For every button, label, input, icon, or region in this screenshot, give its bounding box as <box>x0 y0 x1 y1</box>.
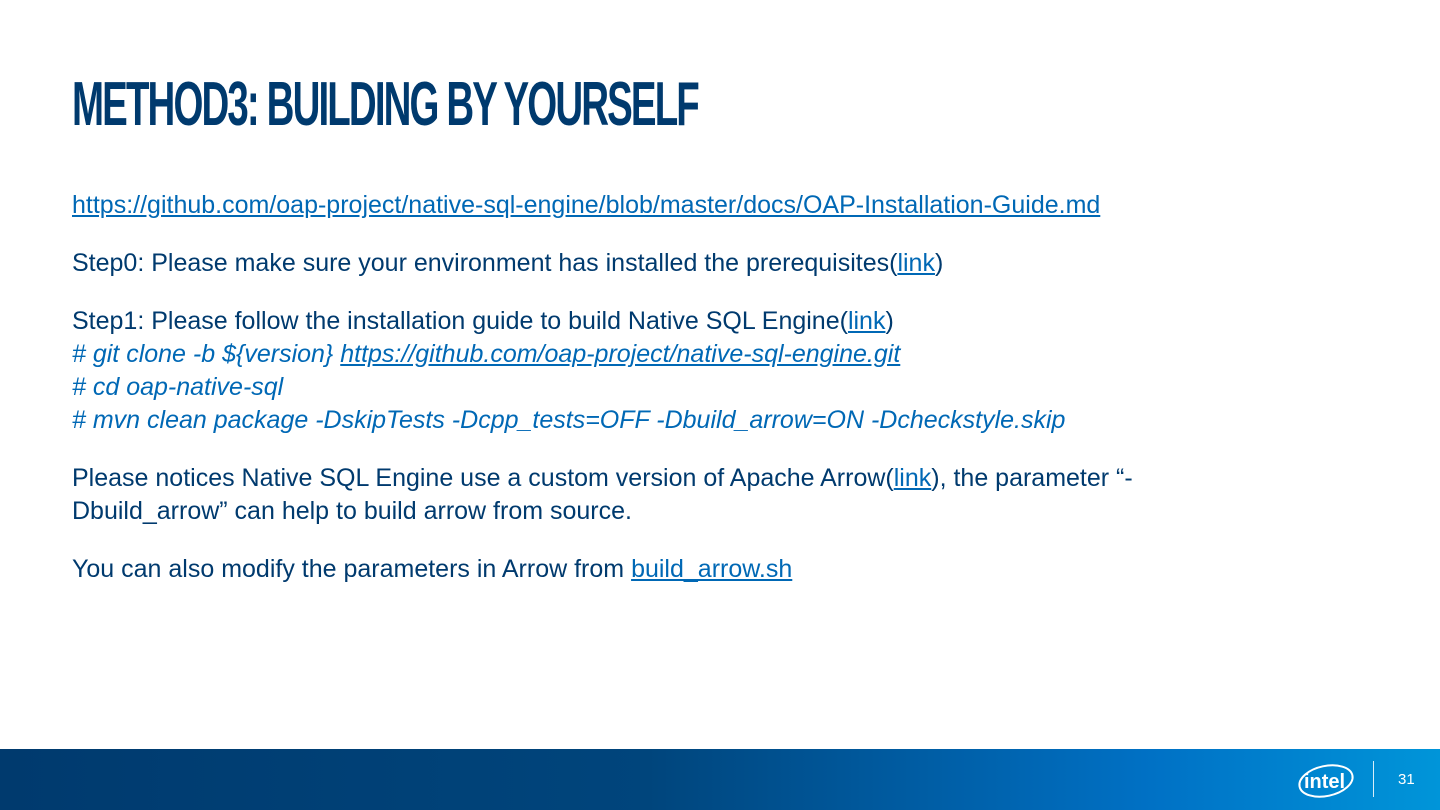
step0-line <box>72 247 1372 280</box>
step1-line <box>72 305 1372 338</box>
notice-line <box>72 462 1372 528</box>
command-mvn: # mvn clean package -DskipTests -Dcpp_tests=OFF -Dbuild_arrow=ON -Dcheckstyle.skip <box>72 406 1066 434</box>
step1-text: Step1: Please follow the installation guide to build Native SQL Engine( <box>72 307 848 335</box>
notice-text-2: ), the parameter “- <box>931 464 1133 492</box>
modify-text: You can also modify the parameters in Arrow from <box>72 555 632 583</box>
page-number: 31 <box>1398 771 1415 788</box>
footer-bar <box>0 749 1440 810</box>
step0-tail: ) <box>934 249 944 277</box>
intel-logo-icon <box>1296 760 1358 800</box>
modify-line <box>72 553 1372 586</box>
installation-guide-link[interactable]: https://github.com/oap-project/native-sql-engine/blob/master/docs/OAP-Installation-Guide.md <box>72 191 1101 219</box>
slide-title: METHOD3: BUILDING BY YOURSELF <box>72 70 698 139</box>
arrow-link[interactable]: link <box>893 464 932 492</box>
command-cd: # cd oap-native-sql <box>72 373 284 401</box>
prerequisites-link[interactable]: link <box>897 249 935 277</box>
guide-link-line <box>72 189 1372 222</box>
slide-content <box>72 189 1372 586</box>
step1-tail: ) <box>885 307 894 335</box>
command-git-clone <box>72 338 1372 371</box>
step0-text: Step0: Please make sure your environment has installed the prerequisites( <box>72 249 898 277</box>
repo-link[interactable]: https://github.com/oap-project/native-sql-engine.git <box>340 340 901 368</box>
build-arrow-script-link[interactable]: build_arrow.sh <box>631 555 793 583</box>
notice-text-1: Please notices Native SQL Engine use a custom version of Apache Arrow( <box>72 464 894 492</box>
footer-divider <box>1373 761 1374 797</box>
intel-logo-text: intel <box>1304 771 1346 793</box>
git-clone-prefix: # git clone -b ${version} <box>72 340 341 368</box>
notice-text-3: Dbuild_arrow” can help to build arrow from source. <box>72 497 632 525</box>
build-guide-link[interactable]: link <box>847 307 886 335</box>
